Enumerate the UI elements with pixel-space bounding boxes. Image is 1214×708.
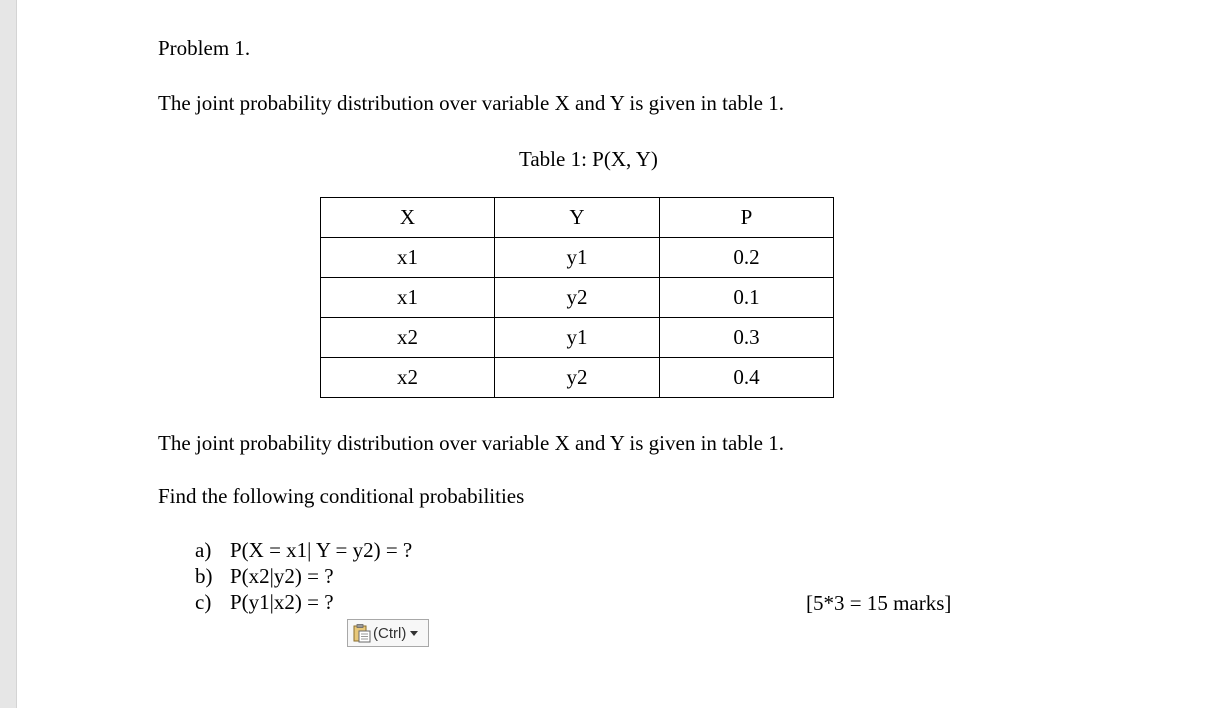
question-item: [195, 563, 412, 589]
marks-label: [5*3 = 15 marks]: [806, 591, 952, 615]
cell-p: 0.1: [660, 278, 834, 318]
cell-x: x2: [321, 358, 495, 398]
question-letter: a): [195, 538, 212, 562]
cell-x: x1: [321, 238, 495, 278]
table-row: [321, 278, 834, 318]
cell-y: y1: [495, 318, 660, 358]
problem-title: Problem 1.: [158, 36, 251, 60]
cell-p: 0.4: [660, 358, 834, 398]
cell-y: y2: [495, 358, 660, 398]
table-caption: Table 1: P(X, Y): [519, 147, 658, 171]
table-row: [321, 318, 834, 358]
intro-paragraph-repeat: The joint probability distribution over variable X and Y is given in table 1.: [158, 431, 784, 455]
find-instruction: Find the following conditional probabilities: [158, 484, 525, 508]
cell-p: 0.3: [660, 318, 834, 358]
header-y: Y: [495, 198, 660, 238]
chevron-down-icon: [410, 631, 418, 636]
cell-y: y1: [495, 238, 660, 278]
probability-table: [320, 197, 834, 398]
question-item: [195, 537, 412, 563]
question-list: [195, 537, 412, 615]
question-text: P(X = x1| Y = y2) = ?: [230, 538, 413, 562]
question-item: [195, 589, 412, 615]
intro-paragraph: The joint probability distribution over variable X and Y is given in table 1.: [158, 91, 784, 115]
cell-p: 0.2: [660, 238, 834, 278]
paste-options-button[interactable]: [347, 619, 429, 647]
left-gutter: [0, 0, 17, 708]
question-letter: b): [195, 564, 213, 588]
clipboard-icon: [353, 623, 371, 643]
cell-x: x2: [321, 318, 495, 358]
header-p: P: [660, 198, 834, 238]
table-header-row: [321, 198, 834, 238]
question-text: P(x2|y2) = ?: [230, 564, 334, 588]
paste-options-label: (Ctrl): [373, 624, 407, 642]
table-row: [321, 238, 834, 278]
header-x: X: [321, 198, 495, 238]
cell-y: y2: [495, 278, 660, 318]
question-text: P(y1|x2) = ?: [230, 590, 334, 614]
table-row: [321, 358, 834, 398]
question-letter: c): [195, 590, 212, 614]
cell-x: x1: [321, 278, 495, 318]
